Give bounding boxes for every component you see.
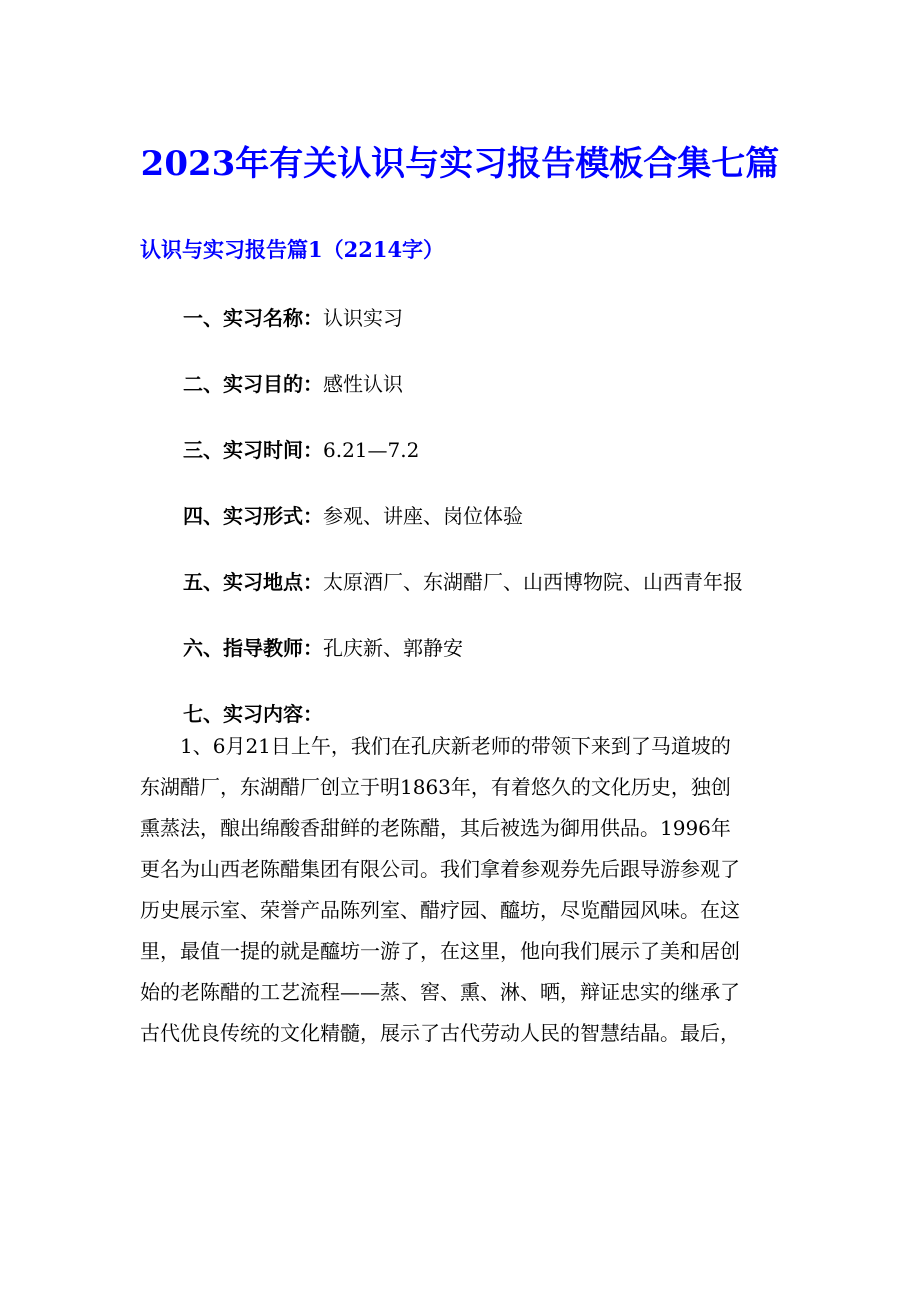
paragraph-line: 古代优良传统的文化精髓，展示了古代劳动人民的智慧结晶。最后， [140, 1021, 740, 1045]
paragraph-line: 里，最值一提的就是醯坊一游了，在这里，他向我们展示了美和居创 [140, 939, 740, 963]
body-paragraph [140, 732, 790, 1060]
item-label: 七、实习内容： [183, 702, 323, 726]
section-heading: 认识与实习报告篇1（2214字） [140, 237, 445, 262]
document-title: 2023年有关认识与实习报告模板合集七篇 [140, 144, 780, 184]
paragraph-line: 熏蒸法，酿出绵酸香甜鲜的老陈醋，其后被选为御用供品。1996年 [140, 816, 731, 840]
item-value: 6.21—7.2 [323, 438, 420, 462]
item-value: 太原酒厂、东湖醋厂、山西博物院、山西青年报 [323, 570, 743, 594]
paragraph-line: 1、6月21日上午，我们在孔庆新老师的带领下来到了马道坡的 [180, 734, 731, 758]
info-item-form [183, 500, 523, 529]
paragraph-line: 东湖醋厂，东湖醋厂创立于明1863年，有着悠久的文化历史，独创 [140, 775, 731, 799]
paragraph-line: 更名为山西老陈醋集团有限公司。我们拿着参观券先后跟导游参观了 [140, 857, 740, 881]
paragraph-line: 历史展示室、荣誉产品陈列室、醋疗园、醯坊，尽览醋园风味。在这 [140, 898, 740, 922]
item-label: 六、指导教师： [183, 636, 323, 660]
item-value: 感性认识 [323, 372, 403, 396]
item-label: 一、实习名称： [183, 306, 323, 330]
item-label: 五、实习地点： [183, 570, 323, 594]
item-value: 认识实习 [323, 306, 403, 330]
info-item-time [183, 434, 419, 463]
item-value: 参观、讲座、岗位体验 [323, 504, 523, 528]
info-item-teacher [183, 632, 463, 661]
item-value: 孔庆新、郭静安 [323, 636, 463, 660]
item-label: 二、实习目的： [183, 372, 323, 396]
item-label: 四、实习形式： [183, 504, 323, 528]
info-item-name [183, 302, 403, 331]
paragraph-line: 始的老陈醋的工艺流程——蒸、窖、熏、淋、晒，辩证忠实的继承了 [140, 980, 740, 1004]
info-item-content [183, 698, 323, 727]
info-item-location [183, 566, 743, 595]
item-label: 三、实习时间： [183, 438, 323, 462]
info-item-purpose [183, 368, 403, 397]
